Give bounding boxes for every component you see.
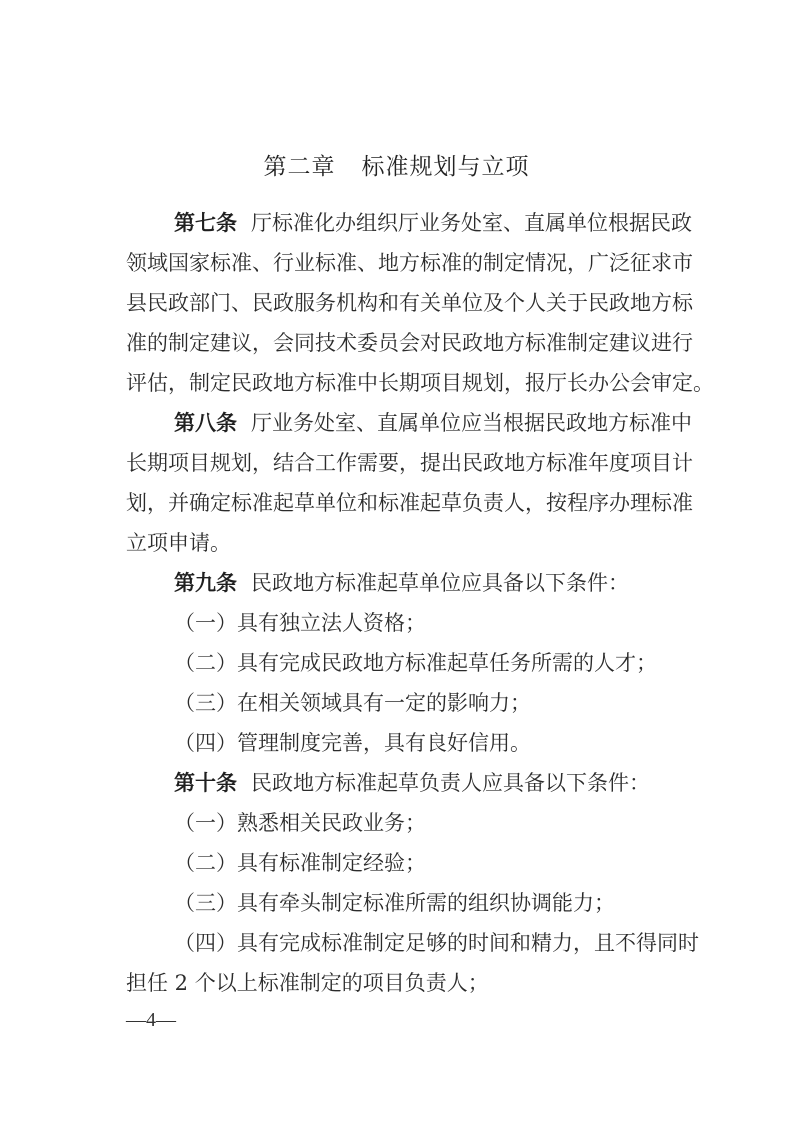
article-10-label: 第十条 bbox=[174, 771, 237, 795]
article-9-item-4: （四）管理制度完善，具有良好信用。 bbox=[174, 731, 531, 755]
article-9-item-3: （三）在相关领域具有一定的影响力； bbox=[174, 691, 531, 715]
article-8-line-3: 划，并确定标准起草单位和标准起草负责人，按程序办理标准 bbox=[126, 491, 693, 515]
article-10-item-4: （四）具有完成标准制定足够的时间和精力，且不得同时 bbox=[174, 931, 699, 955]
chapter-number: 第二章 bbox=[263, 154, 336, 180]
article-10-item-1: （一）熟悉相关民政业务； bbox=[174, 811, 426, 835]
article-10-item-3: （三）具有牵头制定标准所需的组织协调能力； bbox=[174, 891, 615, 915]
article-8-line-4: 立项申请。 bbox=[126, 531, 231, 555]
article-7-line-1 bbox=[174, 210, 726, 236]
article-9-label: 第九条 bbox=[174, 571, 237, 595]
article-8-label: 第八条 bbox=[174, 411, 237, 435]
article-9-line-1 bbox=[174, 570, 726, 596]
article-7-line-4: 准的制定建议，会同技术委员会对民政地方标准制定建议进行 bbox=[126, 331, 693, 355]
article-8-line-2: 长期项目规划，结合工作需要，提出民政地方标准年度项目计 bbox=[126, 451, 693, 475]
article-8-text: 厅业务处室、直属单位应当根据民政地方标准中 bbox=[251, 411, 692, 435]
article-7-line-3: 县民政部门、民政服务机构和有关单位及个人关于民政地方标 bbox=[126, 291, 693, 315]
article-7-line-2: 领域国家标准、行业标准、地方标准的制定情况，广泛征求市 bbox=[126, 251, 693, 275]
article-9-item-2: （二）具有完成民政地方标准起草任务所需的人才； bbox=[174, 651, 657, 675]
page-number: —4— bbox=[126, 1009, 176, 1031]
article-9-item-1: （一）具有独立法人资格； bbox=[174, 611, 426, 635]
article-8-line-1 bbox=[174, 410, 726, 436]
article-10-item-2: （二）具有标准制定经验； bbox=[174, 851, 426, 875]
article-10-line-1 bbox=[174, 770, 726, 796]
article-7-line-5: 评估，制定民政地方标准中长期项目规划，报厅长办公会审定。 bbox=[126, 371, 714, 395]
article-10-text: 民政地方标准起草负责人应具备以下条件： bbox=[251, 771, 650, 795]
article-7-label: 第七条 bbox=[174, 211, 237, 235]
article-9-text: 民政地方标准起草单位应具备以下条件： bbox=[251, 571, 629, 595]
article-7-text: 厅标准化办组织厅业务处室、直属单位根据民政 bbox=[251, 211, 692, 235]
chapter-heading bbox=[0, 148, 793, 181]
chapter-title: 标准规划与立项 bbox=[361, 154, 530, 180]
article-10-continuation: 担任 2 个以上标准制定的项目负责人； bbox=[126, 971, 489, 995]
